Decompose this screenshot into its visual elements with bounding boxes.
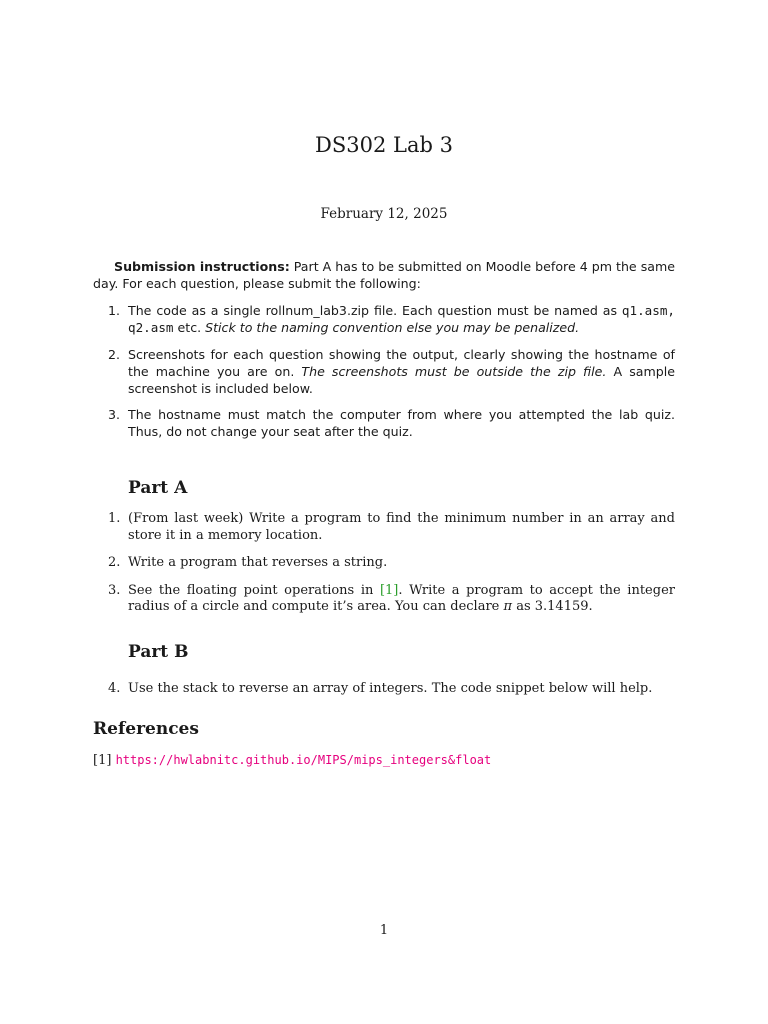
submission-intro: Part A has to be submitted on Moodle before 4 pm the same day. For each question, please submit the following:	[93, 259, 675, 291]
item-text: (From last week) Write a program to find the minimum number in an array and store it in a memory location.	[128, 511, 675, 543]
part-a-heading: Part A	[128, 478, 188, 498]
list-number: 1.	[108, 511, 121, 526]
part-a-item-2	[108, 555, 675, 572]
item-text: A sample screenshot is included below.	[128, 364, 675, 396]
part-b-list	[108, 681, 675, 698]
list-number: 3.	[108, 407, 121, 422]
item-text: See the floating point operations in	[128, 582, 380, 598]
submission-item-3	[108, 406, 675, 440]
item-text: The hostname must match the computer from where you attempted the lab quiz. Thus, do not change your seat after the quiz.	[128, 407, 675, 439]
submission-heading: Submission instructions:	[114, 259, 290, 274]
item-text: Screenshots for each question showing the output, clearly showing the hostname of the machine you are on.	[128, 347, 675, 379]
submission-list	[108, 302, 675, 450]
item-text: as 3.14159.	[512, 599, 593, 614]
reference-label: [1]	[93, 753, 112, 768]
item-emphasis: The screenshots must be outside the zip file.	[301, 364, 607, 379]
item-text: Use the stack to reverse an array of integers. The code snippet below will help.	[128, 681, 653, 696]
submission-instructions	[93, 258, 675, 292]
document-title: DS302 Lab 3	[315, 133, 453, 157]
references-heading: References	[93, 719, 199, 739]
part-a-item-3	[108, 583, 675, 616]
list-number: 4.	[108, 681, 121, 696]
list-number: 2.	[108, 347, 121, 362]
submission-item-2	[108, 346, 675, 397]
item-emphasis: Stick to the naming convention else you may be penalized.	[205, 320, 580, 335]
reference-url-link[interactable]: https://hwlabnitc.github.io/MIPS/mips_integers&float	[115, 753, 492, 767]
item-text: etc.	[173, 320, 206, 335]
submission-item-1	[108, 302, 675, 336]
list-number: 1.	[108, 303, 121, 318]
part-b-heading: Part B	[128, 642, 189, 662]
list-number: 3.	[108, 582, 121, 598]
pi-symbol: π	[503, 599, 513, 614]
citation-link[interactable]: [1]	[379, 582, 399, 598]
part-a-list	[108, 511, 675, 627]
part-a-item-1	[108, 511, 675, 544]
item-text: Write a program that reverses a string.	[128, 555, 388, 570]
reference-entry	[93, 752, 491, 769]
list-number: 2.	[108, 555, 121, 570]
inline-code: q1.asm, q2.asm	[128, 303, 675, 335]
page-number: 1	[379, 923, 389, 938]
item-text: The code as a single rollnum_lab3.zip file. Each question must be named as	[128, 303, 622, 318]
part-b-item-4	[108, 681, 675, 698]
document-date: February 12, 2025	[320, 206, 448, 222]
item-text: . Write a program to accept the integer radius of a circle and compute it’s area. You can declare	[128, 582, 675, 614]
